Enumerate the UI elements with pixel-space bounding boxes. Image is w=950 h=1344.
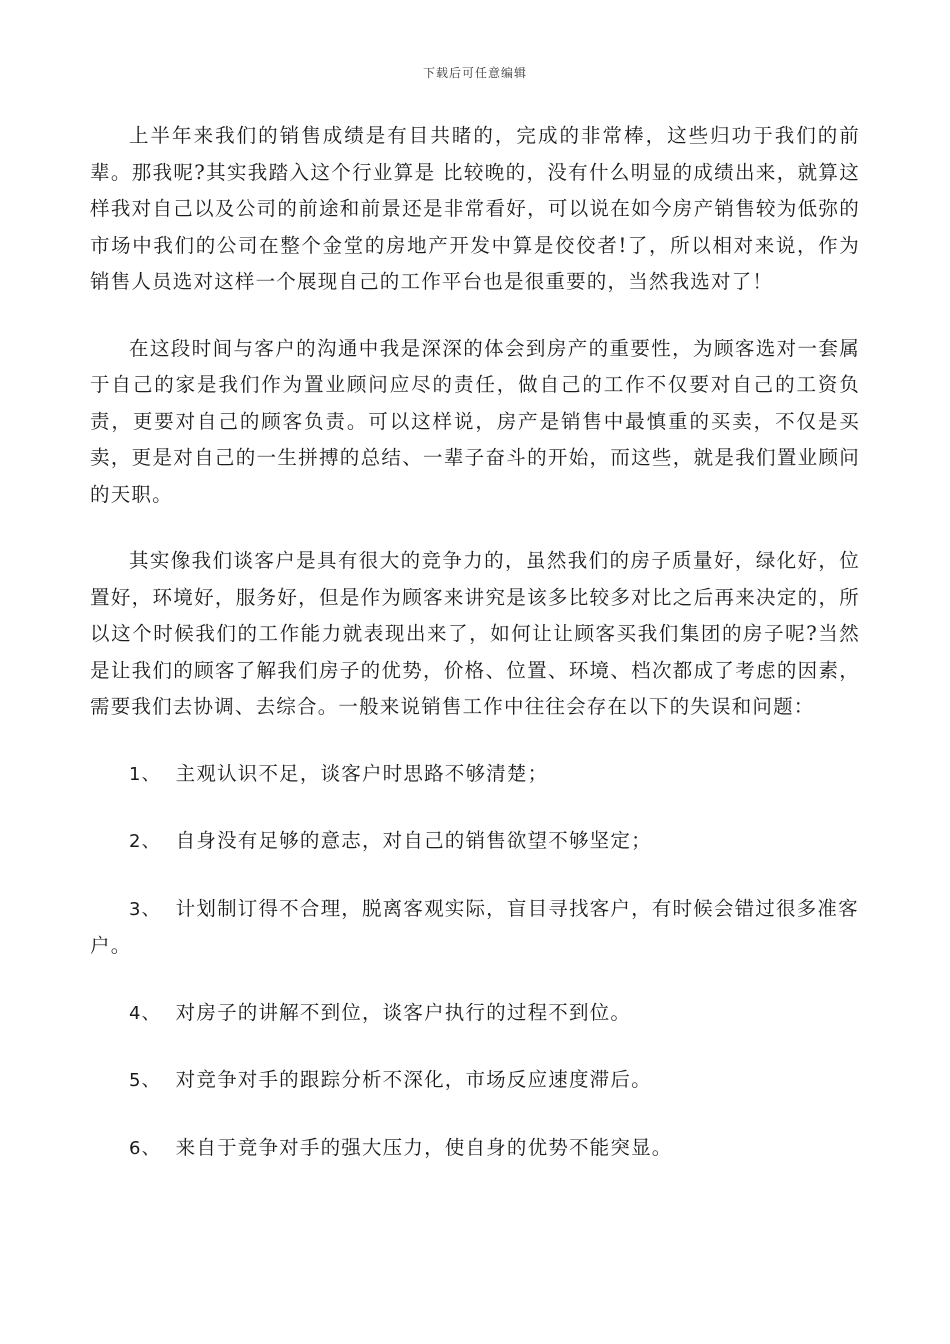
list-item-number: 4、 [129, 1002, 161, 1024]
document-body [90, 118, 860, 1197]
list-item-2 [90, 823, 860, 861]
list-item-text: 主观认识不足，谈客户时思路不够清楚； [175, 761, 549, 785]
list-item-6 [90, 1130, 860, 1168]
list-item-1 [90, 756, 860, 794]
list-item-number: 3、 [129, 898, 161, 920]
list-item-5 [90, 1062, 860, 1100]
list-item-number: 6、 [129, 1137, 161, 1159]
list-item-text: 来自于竞争对手的强大压力，使自身的优势不能突显。 [175, 1135, 673, 1159]
list-item-3 [90, 891, 860, 965]
page-header-note: 下载后可任意编辑 [422, 66, 527, 80]
list-item-text: 自身没有足够的意志，对自己的销售欲望不够坚定； [175, 829, 652, 852]
paragraph-1: 上半年来我们的销售成绩是有目共睹的，完成的非常棒，这些归功于我们的前辈。那我呢?其实我踏入这个行业算是 比较晚的，没有什么明显的成绩出来，就算这样我对自己以及公司的前途和前景还是非常看好，可以说在如今房产销售较为低弥的市场中我们的公司在整个金堂的房地产开发中算是佼佼者!了，所以相对来说，作为销售人员选对这样一个展现自己的工作平台也是很重要的，当然我选对了！ [90, 124, 860, 293]
list-item-text: 对房子的讲解不到位，谈客户执行的过程不到位。 [175, 1000, 632, 1024]
list-item-text: 计划制订得不合理，脱离客观实际，盲目寻找客户，有时候会错过很多准客户。 [90, 896, 859, 957]
list-item-number: 1、 [129, 763, 161, 785]
list-item-text: 对竞争对手的跟踪分析不深化，市场反应速度滞后。 [175, 1068, 652, 1091]
list-item-number: 2、 [129, 831, 161, 852]
paragraph-2: 在这段时间与客户的沟通中我是深深的体会到房产的重要性，为顾客选对一套属于自己的家是我们作为置业顾问应尽的责任，做自己的工作不仅要对自己的工资负责，更要对自己的顾客负责。可以这样说，房产是销售中最慎重的买卖，不仅是买卖，更是对自己的一生拼搏的总结、一辈子奋斗的开始，而这些，就是我们置业顾问的天职。 [90, 336, 860, 506]
paragraph-3: 其实像我们谈客户是具有很大的竞争力的，虽然我们的房子质量好，绿化好，位置好，环境好，服务好，但是作为顾客来讲究是该多比较多对比之后再来决定的，所以这个时候我们的工作能力就表现出来了，如何让让顾客买我们集团的房子呢?当然是让我们的顾客了解我们房子的优势，价格、位置、环境、档次都成了考虑的因素，需要我们去协调、去综合。一般来说销售工作中往往会存在以下的失误和问题： [90, 549, 860, 718]
list-item-4 [90, 995, 860, 1033]
list-item-number: 5、 [129, 1070, 161, 1091]
